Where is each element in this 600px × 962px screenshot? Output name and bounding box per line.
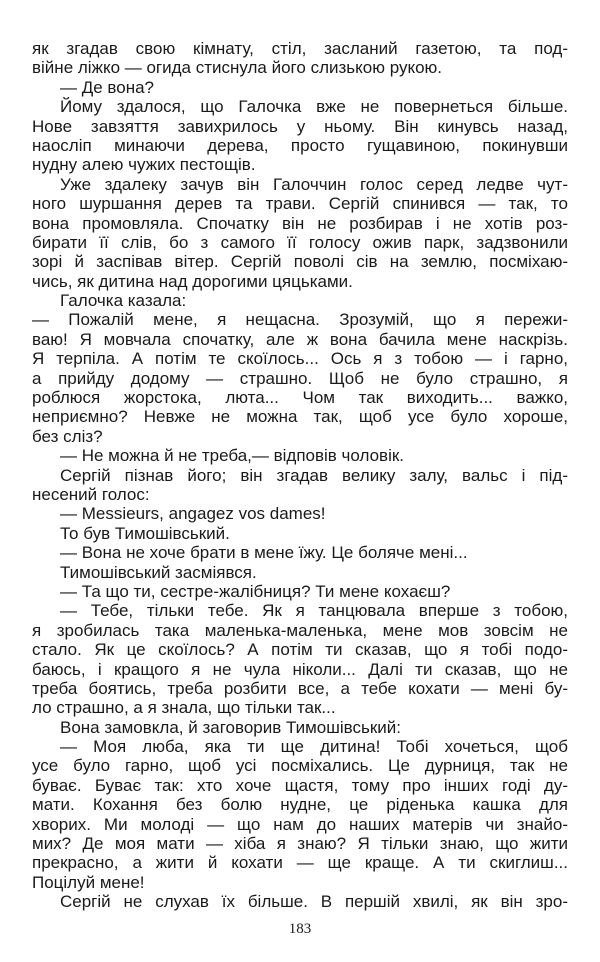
text-line: вона промовляла. Спочатку він не розбирав і не хотів роз- [32,213,568,233]
text-line: Я терпіла. А потім те скоїлось... Ось я з тобою — і гарно, [32,349,568,369]
text-line: стало. Як це скоїлось? А потім ти сказав, що я тобі подо- [32,640,568,660]
text-line: мати. Кохання без болю нудне, це ріденька кашка для [32,795,568,815]
text-line: роблюся жорстока, люта... Чом так виходить... важко, [32,388,568,408]
text-line: як згадав свою кімнату, стіл, засланий газетою, та под- [32,39,568,58]
text-line: — Моя люба, яка ти ще дитина! Тобі хочеться, щоб [60,737,568,757]
page-number: 183 [288,921,312,937]
text-line: треба боятись, треба розбити все, а тебе кохати — мені бу- [32,678,568,698]
text-line: чись, як дитина над дорогими цяцьками. [32,271,353,291]
text-line: То був Тимошівський. [60,523,230,543]
text-line: я зробилась така маленька-маленька, мене мов зовсім не [32,620,568,640]
text-line: буває. Буває так: хто хоче щастя, тому про інших годі ду- [32,775,568,795]
text-line: Нове завзяття завихрилось у ньому. Він кинувсь назад, [32,116,568,136]
text-line: ваю! Я мовчала спочатку, але ж вона бачила мене наскрізь. [32,329,568,349]
text-line: Поцілуй мене! [32,872,145,892]
text-line: — Messieurs, angagez vos dames! [60,504,326,524]
text-line: прекрасно, а жити й кохати — ще краще. А ти скиглиш... [32,853,568,873]
text-line: — Тебе, тільки тебе. Як я танцювала вперше з тобою, [60,601,568,621]
text-line: Сергій пізнав його; він згадав велику залу, вальс і під- [60,465,568,485]
text-line: ло страшно, а я знала, що тільки так... [32,698,336,718]
text-line: мих? Де моя мати — хіба я знаю? Я тільки знаю, що жити [32,834,568,854]
text-line: зорі й заспівав вітер. Сергій поволі сів на землю, посміхаю- [32,252,568,272]
text-line: Тимошівський засміявся. [60,562,257,582]
text-line: Галочка казала: [60,291,187,311]
text-line: усе було гарно, щоб усі посміхались. Це дурниця, так не [32,756,568,776]
text-line: ного шуршання дерев та трави. Сергій спинився — так, то [32,194,568,214]
text-line: хворих. Ми молоді — що нам до наших матерів чи знайо- [32,814,568,834]
text-line: Йому здалося, що Галочка вже не повернеться більше. [60,97,568,117]
text-line: несений голос: [32,484,150,504]
text-line: без сліз? [32,426,103,446]
text-line: бирати її слів, бо з самого її голосу ожив парк, задзвонили [32,232,568,252]
text-line: а прийду додому — страшно. Щоб не було страшно, я [32,368,568,388]
text-line: Уже здалеку зачув він Галоччин голос серед ледве чут- [60,174,568,194]
text-line: — Та що ти, сестре-жалібниця? Ти мене кохаєш? [60,581,451,601]
text-line: — Де вона? [60,77,155,97]
text-line: нудну алею чужих пестощів. [32,155,256,175]
text-line: Сергій не слухав їх більше. В першій хвилі, як він зро- [60,892,568,912]
text-line: — Пожалій мене, я нещасна. Зрозумій, що я пережи- [32,310,568,330]
text-line: війне ліжко — огида стиснула його слизькою рукою. [32,58,443,78]
text-line: наосліп минаючи дерева, просто гущавиною, покинувши [32,135,568,155]
text-line: — Не можна й не треба,— відповів чоловік. [60,446,405,466]
text-line: баюсь, і кращого я не чула ніколи... Далі ти сказав, що не [32,659,568,679]
page-body-text [32,39,568,912]
text-line: — Вона не хоче брати в мене їжу. Це боляче мені... [60,543,468,563]
text-line: Вона замовкла, й заговорив Тимошівський: [60,717,402,737]
text-line: неприємно? Невже не можна так, щоб усе було хороше, [32,407,568,427]
